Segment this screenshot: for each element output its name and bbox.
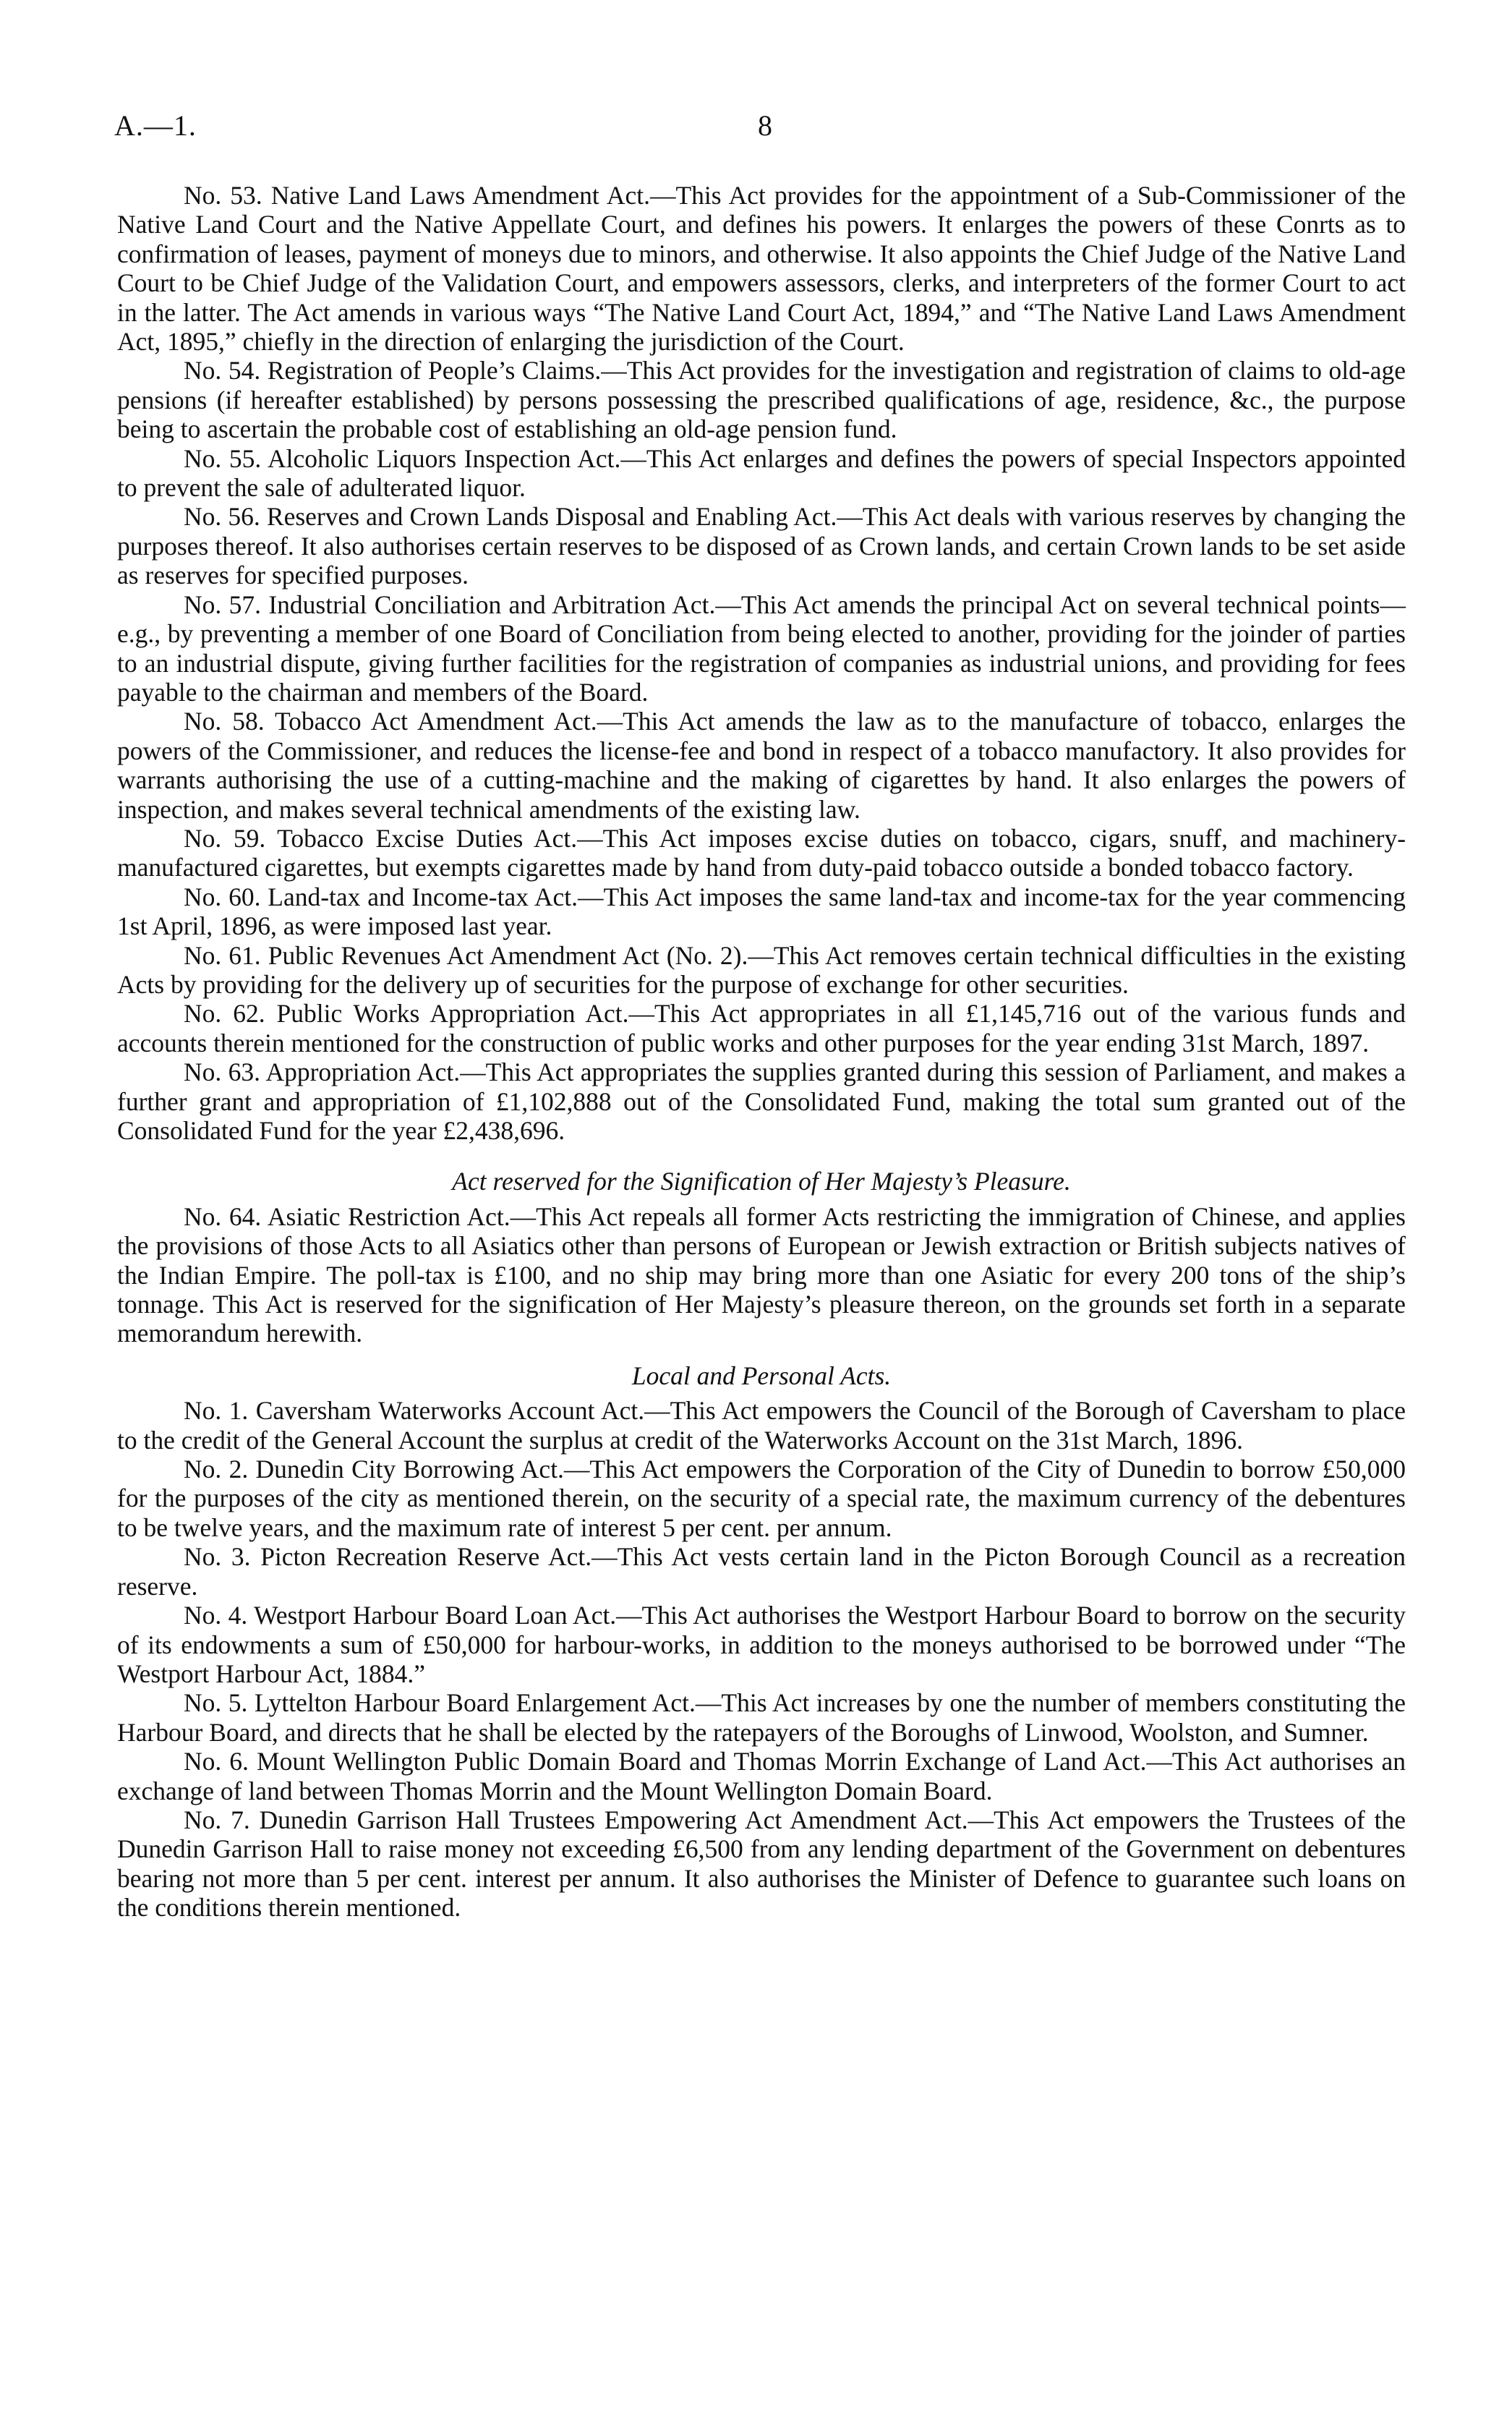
act-text: Tobacco Excise Duties Act.—This Act imposes excise duties on tobacco, cigars, snuff, and machinery-manufactured cigarettes, but exempts cigarettes made by hand from duty-paid tobacco outside a bonded tobacco factory. xyxy=(117,823,1406,882)
act-text: Picton Recreation Reserve Act.—This Act vests certain land in the Picton Borough Council as a recreation reserve. xyxy=(117,1542,1406,1601)
local-act-paragraph-7 xyxy=(117,1805,1406,1923)
page-header xyxy=(114,108,1409,152)
act-number: No. 55. xyxy=(184,443,262,473)
act-text: Dunedin City Borrowing Act.—This Act empowers the Corporation of the City of Dunedin to borrow £50,000 for the purposes of the city as mentioned therein, on the security of a special rate, the maximum currency of the debentures to be twelve years, and the maximum rate of interest 5 per cent. per annum. xyxy=(117,1455,1406,1542)
local-act-paragraph-3 xyxy=(117,1542,1406,1601)
act-text: Lyttelton Harbour Board Enlargement Act.—This Act increases by one the number of members constituting the Harbour Board, and directs that he shall be elected by the ratepayers of the Boroughs of Linwood, Woolston, and Sumner. xyxy=(117,1688,1406,1747)
act-text: Land-tax and Income-tax Act.—This Act imposes the same land-tax and income-tax for the year commencing 1st April, 1896, as were imposed last year. xyxy=(117,882,1406,941)
act-paragraph-57 xyxy=(117,590,1406,707)
act-number: No. 7. xyxy=(184,1805,250,1834)
document-body xyxy=(117,181,1406,1923)
act-text: Caversham Waterworks Account Act.—This Act empowers the Council of the Borough of Caversham to place to the credit of the General Account the surplus at credit of the Waterworks Account on the 31st March, 1896. xyxy=(117,1396,1406,1455)
act-number: No. 63. xyxy=(184,1057,261,1087)
act-text: Dunedin Garrison Hall Trustees Empowering Act Amendment Act.—This Act empowers the Trustees of the Dunedin Garrison Hall to raise money not exceeding £6,500 from any lending department of the Government on debentures bearing not more than 5 per cent. interest per annum. It also authorises the Minister of Defence to guarantee such loans on the conditions therein mentioned. xyxy=(117,1805,1406,1923)
act-paragraph-64 xyxy=(117,1202,1406,1348)
page-reference: A.—1. xyxy=(114,109,197,142)
act-number: No. 54. xyxy=(184,356,261,386)
act-number: No. 56. xyxy=(184,502,260,532)
page-number: 8 xyxy=(758,109,772,142)
act-paragraph-62 xyxy=(117,999,1406,1057)
act-number: No. 58. xyxy=(184,707,265,736)
act-number: No. 3. xyxy=(184,1542,251,1572)
act-paragraph-60 xyxy=(117,882,1406,941)
local-acts-heading: Local and Personal Acts. xyxy=(631,1361,892,1390)
act-paragraph-59 xyxy=(117,824,1406,882)
act-paragraph-61 xyxy=(117,941,1406,1000)
act-paragraph-54 xyxy=(117,356,1406,443)
act-paragraph-58 xyxy=(117,707,1406,824)
local-act-paragraph-2 xyxy=(117,1455,1406,1542)
act-number: No. 64. xyxy=(184,1201,262,1231)
act-number: No. 4. xyxy=(184,1601,248,1630)
act-text: Public Works Appropriation Act.—This Act appropriates in all £1,145,716 out of the various funds and accounts therein mentioned for the construction of public works and other purposes for the year ending 31st March, 1897. xyxy=(117,999,1406,1057)
act-text: Industrial Conciliation and Arbitration Act.—This Act amends the principal Act on several technical points—e.g., by preventing a member of one Board of Conciliation from being elected to another, providing for the joinder of parties to an industrial dispute, giving further facilities for the registration of companies as industrial unions, and providing for fees payable to the chairman and members of the Board. xyxy=(117,590,1406,707)
act-text: Registration of People’s Claims.—This Act provides for the investigation and registration of claims to old-age pensions (if hereafter established) by persons possessing the prescribed qualifications of age, residence, &c., the purpose being to ascertain the probable cost of establishing an old-age pension fund. xyxy=(117,356,1406,444)
act-number: No. 5. xyxy=(184,1688,248,1718)
act-text: Westport Harbour Board Loan Act.—This Act authorises the Westport Harbour Board to borrow on the security of its endowments a sum of £50,000 for harbour-works, in addition to the moneys authorised to be borrowed under “The Westport Harbour Act, 1884.” xyxy=(117,1601,1406,1688)
act-text: Reserves and Crown Lands Disposal and Enabling Act.—This Act deals with various reserves by changing the purposes thereof. It also authorises certain reserves to be disposed of as Crown lands, and certain Crown lands to be set aside as reserves for specified purposes. xyxy=(117,502,1406,590)
act-number: No. 59. xyxy=(184,823,266,853)
act-number: No. 61. xyxy=(184,940,261,970)
act-text: Asiatic Restriction Act.—This Act repeals all former Acts restricting the immigration of Chinese, and applies the provisions of those Acts to all Asiatics other than persons of European or Jewish extraction or British subjects natives of the Indian Empire. The poll-tax is £100, and no ship may bring more than one Asiatic for every 200 tons of the ship’s tonnage. This Act is reserved for the signification of Her Majesty’s pleasure thereon, on the grounds set forth in a separate memorandum herewith. xyxy=(117,1201,1406,1348)
act-text: Mount Wellington Public Domain Board and Thomas Morrin Exchange of Land Act.—This Act authorises an exchange of land between Thomas Morrin and the Mount Wellington Domain Board. xyxy=(117,1747,1406,1805)
local-act-paragraph-6 xyxy=(117,1747,1406,1805)
act-paragraph-56 xyxy=(117,502,1406,590)
act-number: No. 57. xyxy=(184,590,261,619)
local-act-paragraph-1 xyxy=(117,1396,1406,1455)
act-paragraph-63 xyxy=(117,1057,1406,1145)
reserved-acts-heading: Act reserved for the Signification of Her Majesty’s Pleasure. xyxy=(452,1167,1071,1196)
act-paragraph-55 xyxy=(117,444,1406,503)
act-text: Public Revenues Act Amendment Act (No. 2).—This Act removes certain technical difficulties in the existing Acts by providing for the delivery up of securities for the purpose of exchange for other securities. xyxy=(117,940,1406,999)
act-text: Alcoholic Liquors Inspection Act.—This Act enlarges and defines the powers of special Inspectors appointed to prevent the sale of adulterated liquor. xyxy=(117,443,1406,503)
act-text: Appropriation Act.—This Act appropriates the supplies granted during this session of Parliament, and makes a further grant and appropriation of £1,102,888 out of the Consolidated Fund, making the total sum granted out of the Consolidated Fund for the year £2,438,696. xyxy=(117,1057,1406,1145)
act-paragraph-53 xyxy=(117,181,1406,356)
act-number: No. 62. xyxy=(184,999,265,1029)
act-text: Native Land Laws Amendment Act.—This Act provides for the appointment of a Sub-Commissioner of the Native Land Court and the Native Appellate Court, and defines his powers. It enlarges the powers of these Conrts as to confirmation of leases, payment of moneys due to minors, and otherwise. It also appoints the Chief Judge of the Native Land Court to be Chief Judge of the Validation Court, and empowers assessors, clerks, and interpreters of the former Court to act in the latter. The Act amends in various ways “The Native Land Court Act, 1894,” and “The Native Land Laws Amendment Act, 1895,” chiefly in the direction of enlarging the jurisdiction of the Court. xyxy=(117,181,1406,357)
act-text: Tobacco Act Amendment Act.—This Act amends the law as to the manufacture of tobacco, enlarges the powers of the Commissioner, and reduces the license-fee and bond in respect of a tobacco manufactory. It also provides for warrants authorising the use of a cutting-machine and the making of cigarettes by hand. It also enlarges the powers of inspection, and makes several technical amendments of the existing law. xyxy=(117,707,1406,824)
act-number: No. 2. xyxy=(184,1455,249,1484)
act-number: No. 6. xyxy=(184,1747,249,1776)
act-number: No. 53. xyxy=(184,181,262,210)
act-number: No. 60. xyxy=(184,882,261,911)
local-act-paragraph-5 xyxy=(117,1688,1406,1747)
local-act-paragraph-4 xyxy=(117,1601,1406,1688)
act-number: No. 1. xyxy=(184,1396,249,1426)
